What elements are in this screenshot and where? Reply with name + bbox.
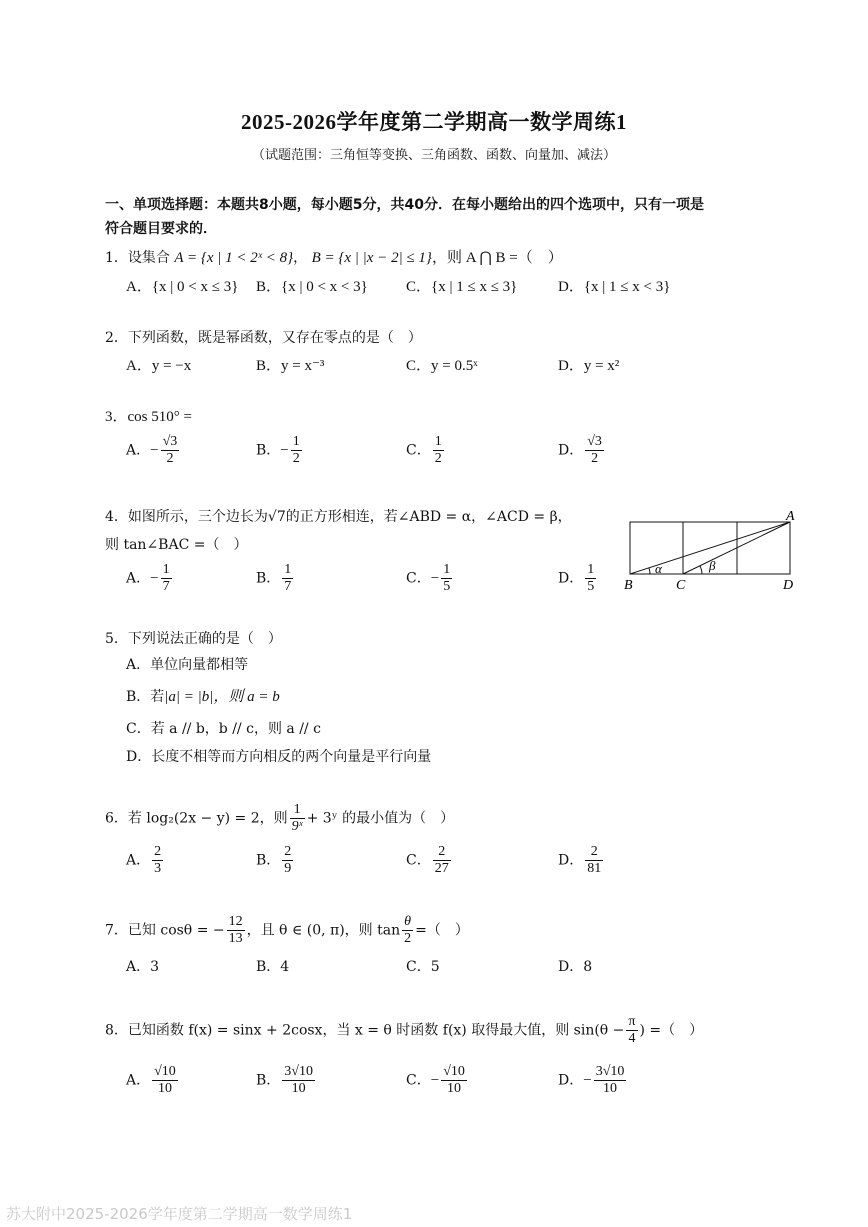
option-fraction bbox=[152, 1064, 178, 1097]
fraction-denominator: 7 bbox=[162, 579, 170, 594]
question-7-stem bbox=[105, 914, 469, 947]
option-sign: − bbox=[150, 442, 159, 459]
question-4-option-d[interactable] bbox=[558, 562, 598, 595]
angle-alpha-arc bbox=[649, 568, 650, 574]
option-fraction bbox=[433, 434, 444, 467]
question-8-fraction bbox=[626, 1014, 637, 1047]
option-label: B． bbox=[256, 852, 281, 869]
fraction-numerator: 1 bbox=[284, 562, 292, 577]
option-label: A． bbox=[126, 570, 151, 587]
option-fraction bbox=[585, 562, 596, 595]
option-label: C． bbox=[406, 570, 431, 587]
option-fraction bbox=[441, 1064, 467, 1097]
fraction-numerator: 3√10 bbox=[284, 1064, 313, 1079]
option-fraction bbox=[585, 434, 604, 467]
option-label: A． bbox=[126, 1072, 151, 1089]
question-1-set-a: A = {x | 1 < 2ˣ < 8} bbox=[174, 250, 294, 266]
question-1-option-b[interactable]: B．{x | 0 < x < 3} bbox=[256, 279, 368, 295]
option-label: A． bbox=[126, 442, 151, 459]
fraction-denominator: 2 bbox=[404, 931, 412, 946]
fraction-numerator: 2 bbox=[433, 844, 451, 861]
option-fraction bbox=[594, 1064, 627, 1097]
question-8-option-b[interactable] bbox=[256, 1064, 317, 1097]
section-heading-line2: 符合题目要求的． bbox=[105, 221, 217, 237]
question-7-half-angle-fraction bbox=[402, 914, 413, 947]
label-beta: β bbox=[709, 558, 716, 573]
option-fraction bbox=[291, 434, 302, 467]
question-3-option-a[interactable] bbox=[126, 434, 181, 467]
question-2-option-c[interactable]: C．y = 0.5ˣ bbox=[406, 358, 478, 374]
label-c: C bbox=[676, 578, 686, 593]
option-label: D． bbox=[558, 1072, 584, 1089]
fraction-numerator: √10 bbox=[443, 1064, 465, 1079]
fraction-numerator: √10 bbox=[154, 1064, 176, 1079]
label-b: B bbox=[624, 578, 633, 593]
fraction-numerator: π bbox=[628, 1014, 636, 1029]
fraction-denominator: 10 bbox=[291, 1081, 306, 1096]
option-fraction bbox=[585, 844, 603, 877]
fraction-denominator: 13 bbox=[228, 931, 243, 946]
question-3-option-b[interactable] bbox=[256, 434, 304, 467]
fraction-numerator: θ bbox=[402, 914, 413, 931]
question-5-option-a[interactable]: A．单位向量都相等 bbox=[126, 657, 249, 673]
fraction-numerator: 1 bbox=[292, 434, 300, 449]
question-4-figure bbox=[620, 506, 800, 598]
question-6-stem bbox=[105, 802, 454, 835]
fraction-denominator: 2 bbox=[166, 451, 174, 466]
fraction-denominator: 5 bbox=[443, 579, 451, 594]
question-4-option-a[interactable] bbox=[126, 562, 174, 595]
question-4-stem-line2: 则 tan∠BAC =（ ） bbox=[105, 537, 248, 553]
fraction-denominator: 27 bbox=[434, 861, 449, 876]
option-fraction bbox=[152, 844, 163, 877]
fraction-denominator: 2 bbox=[292, 451, 300, 466]
question-8-option-a[interactable] bbox=[126, 1064, 180, 1097]
fraction-numerator: √3 bbox=[162, 434, 178, 449]
question-1-set-b: B = {x | |x − 2| ≤ 1} bbox=[311, 250, 432, 266]
fraction-numerator: 2 bbox=[154, 844, 162, 859]
option-sign: − bbox=[280, 442, 289, 459]
question-6-stem-suffix: + 3ʸ 的最小值为（ ） bbox=[306, 810, 455, 827]
fraction-denominator: 81 bbox=[587, 861, 602, 876]
question-6-option-a[interactable] bbox=[126, 844, 165, 877]
option-sign: − bbox=[430, 1072, 440, 1089]
option-label: C． bbox=[406, 852, 431, 869]
fraction-numerator: √3 bbox=[587, 434, 602, 449]
option-fraction bbox=[282, 562, 293, 595]
option-label: C． bbox=[406, 442, 431, 459]
question-1-stem bbox=[105, 247, 563, 269]
fraction-numerator: 2 bbox=[284, 844, 292, 859]
option-fraction bbox=[161, 434, 180, 467]
fraction-numerator: 12 bbox=[228, 914, 243, 929]
question-8-stem bbox=[105, 1014, 703, 1047]
page-subtitle: （试题范围：三角恒等变换、三角函数、函数、向量加、减法） bbox=[251, 148, 616, 163]
question-1-suffix: ，则 A ⋂ B =（ ） bbox=[431, 250, 563, 266]
fraction-numerator: 2 bbox=[585, 844, 603, 861]
question-5-option-b[interactable] bbox=[126, 686, 280, 708]
label-d: D bbox=[783, 578, 794, 593]
option-sign: − bbox=[430, 570, 440, 587]
question-4-stem-line1: 4．如图所示，三个边长为√7的正方形相连，若∠ABD = α，∠ACD = β， bbox=[105, 509, 572, 525]
question-1-option-d[interactable]: D．{x | 1 ≤ x < 3} bbox=[558, 279, 671, 295]
fraction-denominator: 10 bbox=[157, 1081, 172, 1096]
option-label: A． bbox=[126, 852, 151, 869]
fraction-denominator: 10 bbox=[447, 1081, 462, 1096]
question-8-option-d[interactable] bbox=[558, 1064, 628, 1097]
option-fraction bbox=[433, 844, 451, 877]
section-heading bbox=[105, 193, 775, 241]
option-b-prefix: B．若 bbox=[126, 689, 165, 705]
question-6-option-c[interactable] bbox=[406, 844, 453, 877]
option-sign: − bbox=[583, 1072, 592, 1089]
question-6-option-d[interactable] bbox=[558, 844, 605, 877]
question-7-fraction bbox=[227, 914, 245, 947]
fraction-denominator: 2 bbox=[434, 451, 442, 466]
fraction-denominator: 2 bbox=[591, 451, 599, 466]
question-8-option-c[interactable] bbox=[406, 1064, 469, 1097]
question-1-sep: ， bbox=[293, 250, 308, 266]
option-label: D． bbox=[558, 570, 584, 587]
fraction-denominator: 7 bbox=[284, 579, 292, 594]
option-b-conclusion: ，则 a = b bbox=[213, 689, 280, 705]
question-2-stem: 2．下列函数，既是幂函数，又存在零点的是（ ） bbox=[105, 330, 422, 346]
question-3-option-c[interactable] bbox=[406, 434, 446, 467]
question-6-option-b[interactable] bbox=[256, 844, 295, 877]
fraction-numerator: 1 bbox=[290, 802, 305, 819]
question-6-stem-prefix: 6．若 log₂(2x − y) = 2，则 bbox=[105, 810, 288, 827]
question-7-stem-suffix: =（ ） bbox=[415, 922, 469, 939]
question-7-option-c[interactable]: C．5 bbox=[406, 959, 440, 975]
fraction-numerator: 1 bbox=[443, 562, 451, 577]
option-label: B． bbox=[256, 1072, 281, 1089]
question-3-stem: 3．cos 510° = bbox=[105, 409, 192, 425]
question-8-stem-prefix: 8．已知函数 f(x) = sinx + 2cosx，当 x = θ 时函数 f(x) 取得最大值，则 sin(θ − bbox=[105, 1022, 625, 1039]
option-fraction bbox=[441, 562, 452, 595]
option-label: D． bbox=[558, 852, 584, 869]
fraction-denominator: 5 bbox=[587, 579, 595, 594]
question-7-option-b[interactable]: B．4 bbox=[256, 959, 290, 975]
question-5-option-c[interactable]: C．若 a // b，b // c，则 a // c bbox=[126, 721, 321, 737]
fraction-numerator: 1 bbox=[162, 562, 170, 577]
fraction-denominator: 9ˣ bbox=[291, 819, 303, 834]
question-7-option-d[interactable]: D．8 bbox=[558, 959, 593, 975]
fraction-denominator: 3 bbox=[154, 861, 162, 876]
fraction-numerator: 1 bbox=[434, 434, 442, 449]
fraction-numerator: 3√10 bbox=[595, 1064, 625, 1079]
question-1-option-a[interactable]: A．{x | 0 < x ≤ 3} bbox=[126, 279, 239, 295]
question-2-option-b[interactable]: B．y = x⁻³ bbox=[256, 358, 325, 374]
label-alpha: α bbox=[655, 561, 662, 576]
page-title: 2025-2026学年度第二学期高一数学周练1 bbox=[241, 110, 627, 134]
question-3-option-d[interactable] bbox=[558, 434, 606, 467]
option-fraction bbox=[161, 562, 172, 595]
angle-beta-arc bbox=[700, 566, 702, 574]
question-7-stem-middle: ，且 θ ∈ (0, π)，则 tan bbox=[246, 922, 401, 939]
question-4-option-b[interactable] bbox=[256, 562, 295, 595]
fraction-denominator: 10 bbox=[603, 1081, 618, 1096]
question-4-option-c[interactable] bbox=[406, 562, 454, 595]
option-b-condition: |a| = |b| bbox=[164, 689, 214, 705]
question-7-stem-prefix: 7．已知 cosθ = − bbox=[105, 922, 225, 939]
option-label: B． bbox=[256, 570, 281, 587]
footer-watermark: 苏大附中2025-2026学年度第二学期高一数学周练1 bbox=[6, 1205, 353, 1223]
option-label: B． bbox=[256, 442, 281, 459]
option-fraction bbox=[282, 844, 293, 877]
option-label: D． bbox=[558, 442, 584, 459]
label-a: A bbox=[786, 509, 795, 524]
question-5-stem: 5．下列说法正确的是（ ） bbox=[105, 631, 282, 647]
question-1-num: 1． bbox=[105, 250, 128, 266]
question-5-option-d[interactable]: D．长度不相等而方向相反的两个向量是平行向量 bbox=[126, 749, 432, 765]
fraction-denominator: 4 bbox=[628, 1031, 636, 1046]
question-7-option-a[interactable]: A．3 bbox=[126, 959, 160, 975]
option-label: C． bbox=[406, 1072, 431, 1089]
question-2-option-a[interactable]: A．y = −x bbox=[126, 358, 192, 374]
option-fraction bbox=[282, 1064, 315, 1097]
fraction-denominator: 9 bbox=[284, 861, 292, 876]
question-8-stem-suffix: ) =（ ） bbox=[639, 1022, 704, 1039]
option-sign: − bbox=[150, 570, 159, 587]
question-1-option-c[interactable]: C．{x | 1 ≤ x ≤ 3} bbox=[406, 279, 518, 295]
question-6-fraction bbox=[290, 802, 305, 835]
question-1-prefix: 设集合 bbox=[127, 250, 170, 266]
question-2-option-d[interactable]: D．y = x² bbox=[558, 358, 620, 374]
section-heading-line1: 一、单项选择题：本题共8小题，每小题5分，共40分．在每小题给出的四个选项中，只有一项是 bbox=[105, 197, 704, 213]
fraction-numerator: 1 bbox=[587, 562, 595, 577]
